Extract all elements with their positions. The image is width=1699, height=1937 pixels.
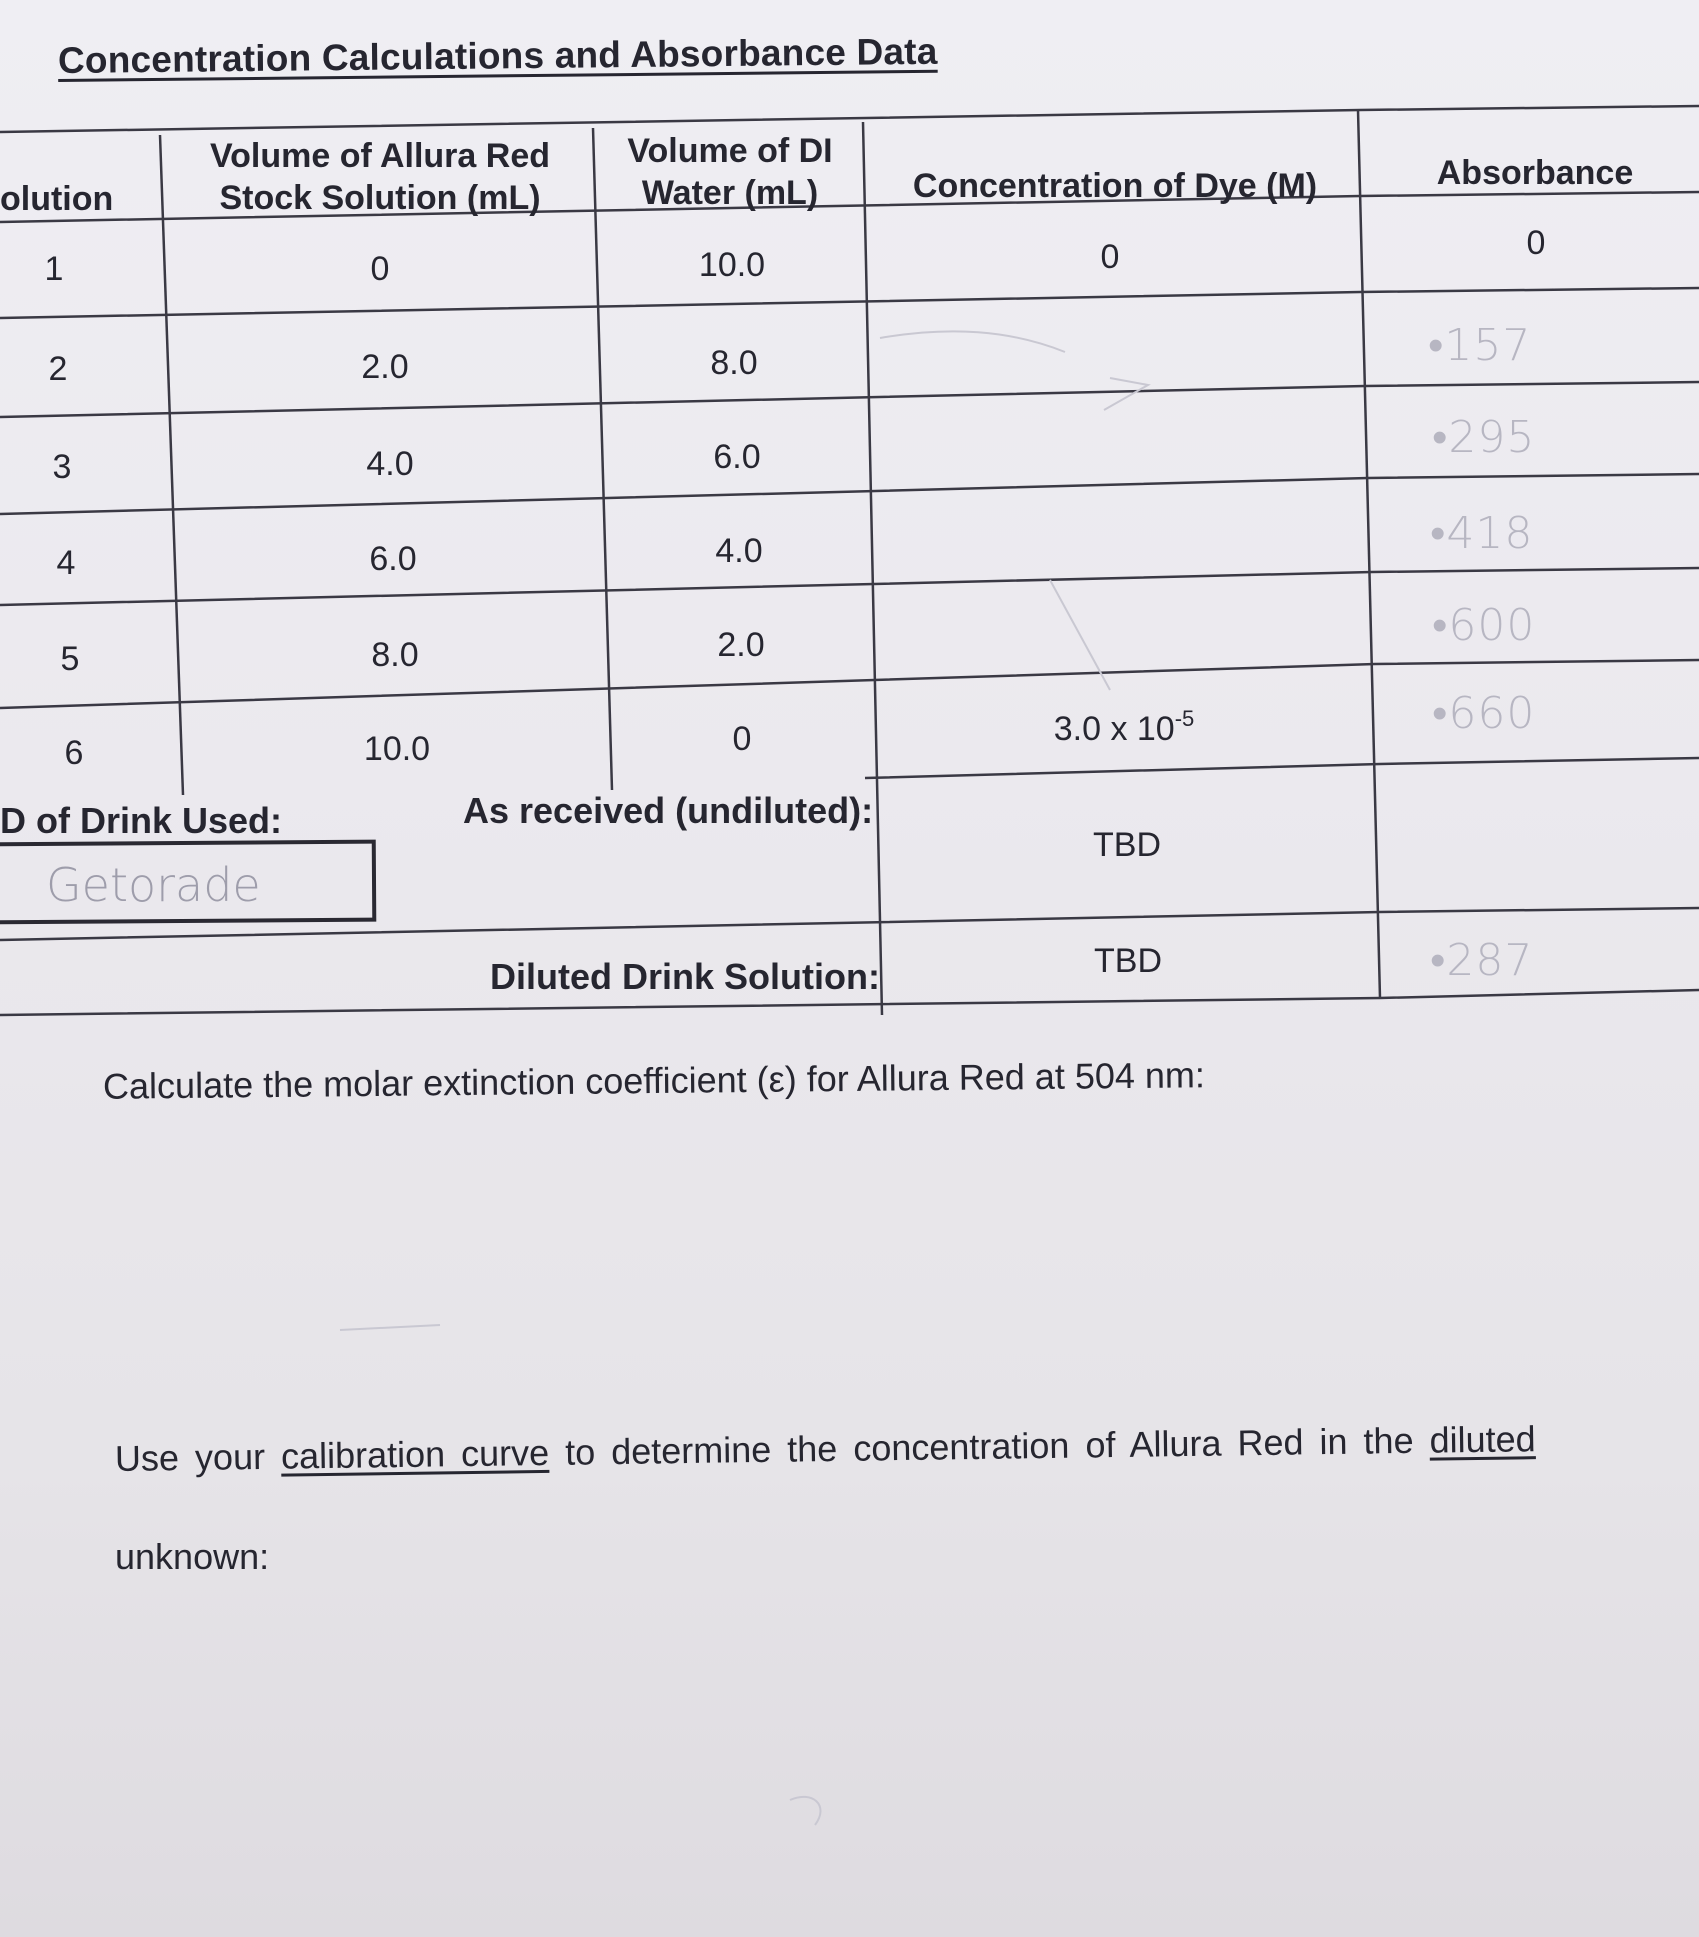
row6-stock: 10.0	[363, 730, 431, 768]
page-title: Concentration Calculations and Absorbance Data	[57, 30, 938, 81]
row1-concentration: 0	[1100, 238, 1120, 276]
header-water-line2: Water (mL)	[641, 174, 819, 212]
header-absorbance-text: Absorbance	[1436, 154, 1634, 192]
row4-stock: 6.0	[369, 540, 417, 578]
row3-water: 6.0	[713, 438, 761, 476]
row6-concentration-exponent: -5	[1174, 706, 1195, 731]
row4-absorbance-handwritten: •418	[1430, 508, 1534, 559]
header-absorbance	[1380, 152, 1690, 194]
diluted-drink-label: Diluted Drink Solution:	[490, 956, 880, 997]
row6-solution: 6	[64, 734, 84, 772]
header-stock-line1: Volume of Allura Red	[209, 137, 551, 175]
row5-absorbance-handwritten: •600	[1432, 600, 1536, 651]
row6-concentration	[1054, 706, 1195, 749]
row2-solution: 2	[48, 350, 68, 388]
row6-concentration-base: 3.0 x 10	[1053, 710, 1175, 748]
diluted-absorbance-handwritten: •287	[1430, 935, 1534, 986]
q2-diluted-emphasis: diluted	[1429, 1418, 1536, 1461]
q2-calibration-curve-emphasis: calibration curve	[280, 1431, 550, 1477]
row6-water: 0	[732, 720, 752, 758]
header-stock-line2: Stock Solution (mL)	[219, 179, 541, 217]
as-received-concentration: TBD	[1093, 826, 1161, 864]
question-extinction-coefficient: Calculate the molar extinction coefficient (ε) for Allura Red at 504 nm:	[102, 1054, 1206, 1107]
row3-stock: 4.0	[366, 445, 414, 483]
header-concentration-text: Concentration of Dye (M)	[912, 167, 1318, 205]
row2-absorbance-handwritten: •157	[1428, 320, 1532, 371]
row3-solution: 3	[52, 448, 72, 486]
header-water-volume	[610, 130, 850, 214]
row1-solution: 1	[44, 250, 64, 288]
row6-absorbance-handwritten: •660	[1432, 688, 1536, 739]
row4-solution: 4	[56, 544, 76, 582]
question-calibration-curve-line2: unknown:	[115, 1536, 270, 1577]
q2-text-part1: Use your	[114, 1435, 282, 1479]
row1-water: 10.0	[698, 246, 766, 284]
header-stock-volume	[200, 135, 560, 219]
row2-stock: 2.0	[361, 348, 409, 386]
header-solution-text: olution	[0, 180, 114, 218]
row1-absorbance: 0	[1526, 224, 1546, 262]
as-received-label: As received (undiluted):	[463, 790, 874, 831]
row5-solution: 5	[60, 640, 80, 678]
drink-used-label: D of Drink Used:	[0, 800, 283, 841]
row4-water: 4.0	[715, 532, 763, 570]
row1-stock: 0	[370, 250, 390, 288]
drink-name-handwritten: Getorade	[46, 858, 261, 912]
row2-water: 8.0	[710, 344, 758, 382]
header-solution	[0, 178, 113, 220]
header-concentration	[890, 165, 1340, 207]
header-water-line1: Volume of DI	[627, 132, 833, 170]
diluted-concentration: TBD	[1094, 942, 1162, 980]
row5-stock: 8.0	[371, 636, 419, 674]
row3-absorbance-handwritten: •295	[1432, 412, 1536, 463]
q2-text-part2: to determine the concentration of Allura Red in the	[548, 1419, 1430, 1473]
row5-water: 2.0	[717, 626, 765, 664]
